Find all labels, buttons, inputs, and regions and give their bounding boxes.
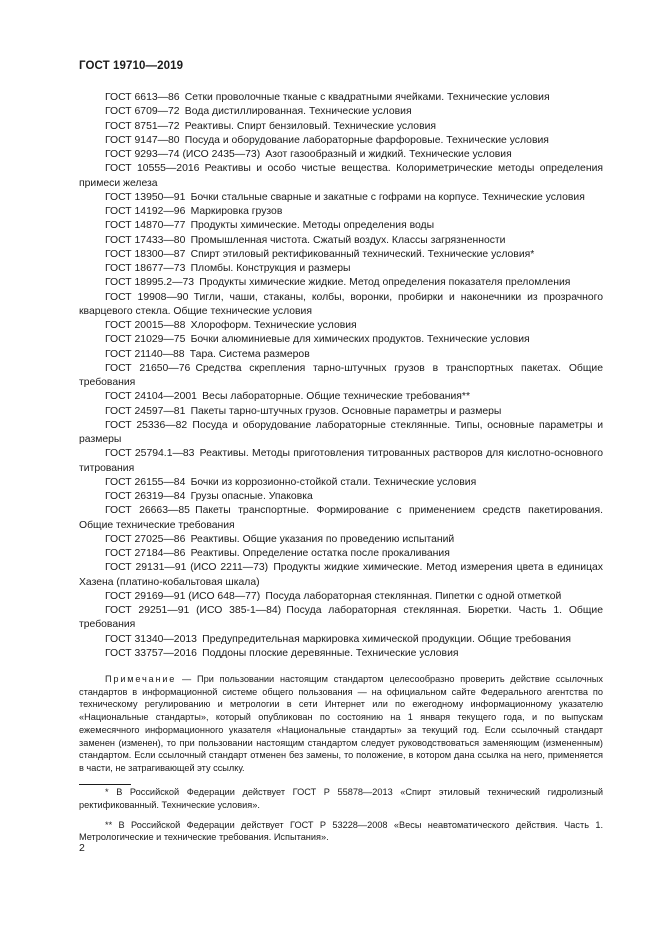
reference-title: Бочки стальные сварные и закатные с гофрами на корпусе. Технические условия xyxy=(190,191,585,203)
reference-title: Продукты химические жидкие. Метод определения показателя преломления xyxy=(199,277,571,289)
reference-title: Средства скрепления тарно-штучных грузов в транспортных пакетах. Общие требования xyxy=(79,362,603,388)
footnotes xyxy=(79,786,603,851)
reference-code: ГОСТ 33757—2016 xyxy=(105,647,197,659)
page-number: 2 xyxy=(79,842,85,854)
reference-code: ГОСТ 6613—86 xyxy=(105,92,180,103)
reference-code: ГОСТ 20015—88 xyxy=(105,320,186,331)
reference-title: Азот газообразный и жидкий. Технические условия xyxy=(265,149,512,160)
reference-title: Посуда и оборудование лабораторные фарфоровые. Технические условия xyxy=(184,134,549,146)
reference-item xyxy=(79,191,603,205)
reference-code: ГОСТ 26155—84 xyxy=(105,476,186,488)
reference-item xyxy=(79,547,603,561)
reference-title: Грузы опасные. Упаковка xyxy=(190,491,313,502)
reference-code: ГОСТ 17433—80 xyxy=(105,234,186,246)
reference-title: Маркировка грузов xyxy=(190,206,283,217)
reference-code: ГОСТ 26319—84 xyxy=(105,491,186,502)
reference-code: ГОСТ 27184—86 xyxy=(105,548,186,559)
note-text: — При пользовании настоящим стандартом целесообразно проверить действие ссылочных стандартов в информационной системе общего пользования — на официальном сайте Федерального агентства по техническому регулированию и метрологии в сети Интернет или по ежегодному информационному указателю «Национальные стандарты», который опубликован по состоянию на 1 января текущего года, и по выпускам ежемесячного информационного указателя «Национальные стандарты» за текущий год. Если ссылочный стандарт заменен (изменен), то при пользовании настоящим стандартом следует руководствоваться заменяющим (измененным) стандартом. Если ссылочный стандарт отменен без замены, то положение, в котором дана ссылка на него, применяется в части, не затрагивающей эту ссылку. xyxy=(79,674,603,773)
reference-item xyxy=(79,162,603,191)
reference-item xyxy=(79,533,603,547)
reference-code: ГОСТ 29131—91 (ИСО 2211—73) xyxy=(105,562,269,574)
reference-item xyxy=(79,590,603,604)
footnote xyxy=(79,786,603,812)
reference-item xyxy=(79,120,603,134)
reference-item xyxy=(79,419,603,448)
reference-item xyxy=(79,234,603,248)
reference-item xyxy=(79,647,603,661)
reference-code: ГОСТ 24104—2001 xyxy=(105,391,197,403)
reference-item xyxy=(79,633,603,647)
reference-item xyxy=(79,390,603,404)
reference-item xyxy=(79,504,603,533)
reference-title: Бочки из коррозионно-стойкой стали. Технические условия xyxy=(190,476,477,488)
reference-item xyxy=(79,205,603,219)
reference-code: ГОСТ 25336—82 xyxy=(105,419,188,431)
reference-code: ГОСТ 27025—86 xyxy=(105,533,186,545)
reference-title: Посуда лабораторная стеклянная. Пипетки с одной отметкой xyxy=(265,590,562,602)
reference-item xyxy=(79,134,603,148)
reference-title: Продукты жидкие химические. Метод измерения цвета в единицах Хазена (платино-кобальтовая шкала) xyxy=(79,562,603,588)
reference-title: Вода дистиллированная. Технические условия xyxy=(184,106,412,118)
reference-title: Весы лабораторные. Общие технические требования** xyxy=(202,391,470,403)
reference-item xyxy=(79,276,603,290)
reference-code: ГОСТ 21140—88 xyxy=(105,348,185,360)
footnote-separator xyxy=(79,784,131,785)
reference-item xyxy=(79,490,603,504)
reference-code: ГОСТ 18300—87 xyxy=(105,248,186,260)
reference-code: ГОСТ 18677—73 xyxy=(105,263,186,274)
reference-item xyxy=(79,219,603,233)
reference-title: Реактивы. Общие указания по проведению испытаний xyxy=(190,533,455,545)
reference-title: Реактивы и особо чистые вещества. Колориметрические методы определения примеси железа xyxy=(79,163,603,189)
reference-item xyxy=(79,476,603,490)
reference-title: Тара. Система размеров xyxy=(189,348,310,360)
reference-item xyxy=(79,604,603,633)
reference-item xyxy=(79,561,603,590)
reference-title: Промышленная чистота. Сжатый воздух. Классы загрязненности xyxy=(190,234,506,246)
reference-item xyxy=(79,405,603,419)
reference-title: Посуда и оборудование лабораторные стеклянные. Типы, основные параметры и размеры xyxy=(79,419,604,445)
reference-title: Реактивы. Методы приготовления титрованных растворов для кислотно-основного титрования xyxy=(79,448,603,474)
reference-item xyxy=(79,105,603,119)
reference-code: ГОСТ 14870—77 xyxy=(105,220,186,232)
reference-item xyxy=(79,447,603,476)
reference-code: ГОСТ 31340—2013 xyxy=(105,633,197,645)
reference-title: Пломбы. Конструкция и размеры xyxy=(190,263,351,274)
reference-code: ГОСТ 21029—75 xyxy=(105,334,186,346)
reference-code: ГОСТ 8751—72 xyxy=(105,120,180,132)
normative-references-list xyxy=(79,91,603,661)
reference-item xyxy=(79,291,603,320)
reference-code: ГОСТ 6709—72 xyxy=(105,106,180,118)
note-label: Примечание xyxy=(105,674,177,684)
reference-title: Пакеты тарно-штучных грузов. Основные параметры и размеры xyxy=(190,405,502,417)
reference-title: Продукты химические. Методы определения воды xyxy=(190,220,435,232)
reference-title: Предупредительная маркировка химической продукции. Общие требования xyxy=(202,633,572,645)
footnote-text: В Российской Федерации действует ГОСТ Р 53228—2008 «Весы неавтоматического действия. Часть 1. Метрологические и технические требования. Испытания». xyxy=(79,819,603,843)
document-header: ГОСТ 19710—2019 xyxy=(79,60,184,72)
reference-title: Реактивы. Определение остатка после прокаливания xyxy=(190,548,450,559)
reference-code: ГОСТ 29251—91 (ИСО 385-1—84) xyxy=(105,605,282,616)
reference-code: ГОСТ 29169—91 (ИСО 648—77) xyxy=(105,590,261,602)
reference-title: Хлороформ. Технические условия xyxy=(190,320,357,331)
reference-title: Спирт этиловый ректификованный технический. Технические условия* xyxy=(190,248,535,260)
reference-code: ГОСТ 24597—81 xyxy=(105,405,186,417)
reference-code: ГОСТ 21650—76 xyxy=(105,362,191,374)
reference-item xyxy=(79,362,603,391)
reference-item xyxy=(79,262,603,276)
reference-title: Поддоны плоские деревянные. Технические условия xyxy=(202,647,459,659)
footnote-mark: ** xyxy=(105,819,113,830)
reference-code: ГОСТ 18995.2—73 xyxy=(105,277,195,289)
footnote-mark: * xyxy=(105,787,109,797)
reference-code: ГОСТ 14192—96 xyxy=(105,206,186,217)
reference-code: ГОСТ 19908—90 xyxy=(105,291,189,303)
footnote xyxy=(79,819,603,845)
reference-title: Реактивы. Спирт бензиловый. Технические условия xyxy=(184,120,437,132)
reference-code: ГОСТ 25794.1—83 xyxy=(105,448,195,460)
reference-item xyxy=(79,91,603,105)
reference-code: ГОСТ 13950—91 xyxy=(105,191,186,203)
reference-title: Сетки проволочные тканые с квадратными ячейками. Технические условия xyxy=(184,92,550,103)
reference-item xyxy=(79,319,603,333)
reference-code: ГОСТ 26663—85 xyxy=(105,505,190,517)
reference-title: Посуда лабораторная стеклянная. Бюретки. Часть 1. Общие требования xyxy=(79,605,603,631)
reference-title: Пакеты транспортные. Формирование с применением средств пакетирования. Общие технические требования xyxy=(79,505,603,531)
reference-code: ГОСТ 9147—80 xyxy=(105,134,180,146)
footnote-text: В Российской Федерации действует ГОСТ Р 55878—2013 «Спирт этиловый технический гидролизный ректификованный. Технические условия». xyxy=(79,787,603,810)
reference-code: ГОСТ 10555—2016 xyxy=(105,163,200,175)
reference-item xyxy=(79,148,603,162)
reference-title: Тигли, чаши, стаканы, колбы, воронки, пробирки и наконечники из прозрачного кварцевого стекла. Общие технические условия xyxy=(79,291,604,317)
reference-code: ГОСТ 9293—74 (ИСО 2435—73) xyxy=(105,149,261,160)
reference-item xyxy=(79,248,603,262)
note-paragraph xyxy=(79,673,603,775)
reference-item xyxy=(79,348,603,362)
reference-item xyxy=(79,333,603,347)
reference-title: Бочки алюминиевые для химических продуктов. Технические условия xyxy=(190,334,530,346)
